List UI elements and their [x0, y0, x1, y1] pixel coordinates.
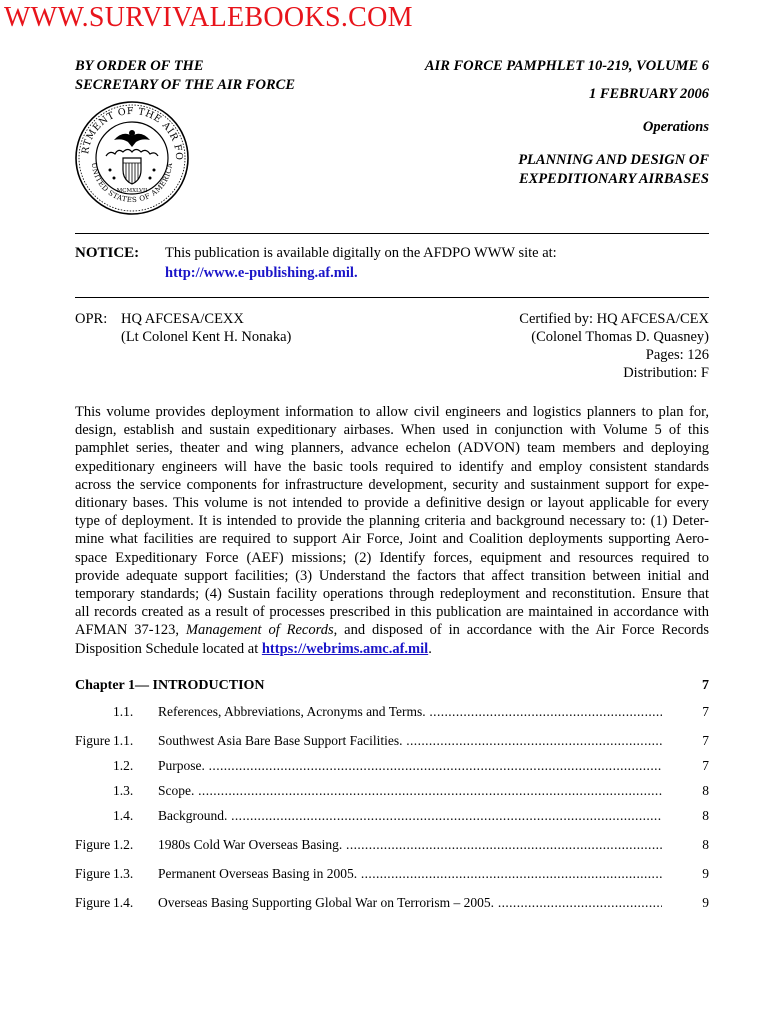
toc-entry-page: 7	[702, 758, 709, 773]
afman-suffix: , and disposed of in accordance with the Air Force Records	[333, 622, 709, 639]
toc-entry-number: 1.3.	[113, 783, 134, 798]
seal-graphic	[74, 100, 190, 216]
notice-label: NOTICE:	[75, 245, 140, 261]
toc-entry[interactable]	[75, 893, 709, 913]
toc-entry-page: 7	[702, 733, 709, 748]
distribution: Distribution: F	[623, 365, 709, 381]
summary-line: mine what facilities are required to support Air Force, Joint and Coalition deployments supporting Aero-	[75, 531, 709, 548]
publication-title	[329, 151, 709, 189]
afman-title: Management of Records	[185, 622, 334, 639]
toc-chapter-row[interactable]	[75, 676, 709, 696]
epublishing-link[interactable]: http://www.e-publishing.af.mil.	[165, 265, 358, 281]
toc-chapter-page: 7	[702, 678, 709, 693]
summary-paragraph	[75, 403, 709, 658]
toc-entry[interactable]	[75, 806, 709, 826]
toc-entry-number: 1.3.	[113, 866, 134, 881]
toc-entry-page: 8	[702, 783, 709, 798]
toc-entry[interactable]	[75, 731, 709, 751]
divider-notice-top	[75, 233, 709, 234]
toc-entry-title: Scope. .....	[158, 781, 662, 801]
afman-prefix: AFMAN 37-123,	[75, 622, 186, 639]
toc-entry-page: 8	[702, 808, 709, 823]
issuing-authority-line2: SECRETARY OF THE AIR FORCE	[75, 77, 295, 93]
toc-entry-prefix: Figure	[75, 866, 111, 881]
toc-entry-title: Permanent Overseas Basing in 2005. .....	[158, 864, 662, 884]
toc-entry-number: 1.2.	[113, 837, 134, 852]
toc-entry-prefix: Figure	[75, 733, 111, 748]
opr-person: (Lt Colonel Kent H. Nonaka)	[121, 329, 292, 345]
toc-entry[interactable]	[75, 864, 709, 884]
records-link[interactable]: https://webrims.amc.af.mil	[261, 640, 429, 657]
toc-chapter-title: Chapter 1— INTRODUCTION	[75, 678, 265, 693]
publication-date: 1 FEBRUARY 2006	[588, 86, 709, 102]
summary-line: expeditionary engineers will have the basic tools required to identify and employ consistent standards	[75, 458, 709, 475]
toc-entry-title: References, Abbreviations, Acronyms and Terms. .....	[158, 702, 662, 722]
toc-entry-title: Overseas Basing Supporting Global War on Terrorism – 2005. .....	[158, 893, 662, 913]
page-count: Pages: 126	[645, 347, 709, 363]
toc-entry-page: 7	[702, 704, 709, 719]
publication-title-line1: PLANNING AND DESIGN OF	[518, 152, 709, 168]
summary-line: temporary standards; (4) Sustain facility operations through redeployment and reconstitution. Ensure that	[75, 586, 709, 603]
toc-entry-number: 1.4.	[113, 808, 134, 823]
publication-title-line2: EXPEDITIONARY AIRBASES	[518, 171, 709, 187]
publication-category: Operations	[642, 119, 709, 135]
toc-entry[interactable]	[75, 702, 709, 722]
summary-line: pamphlet series, theater and wing planners, advance echelon (ADVON) team members and deploying	[75, 440, 709, 457]
summary-line: all records created as a result of processes prescribed in this publication are maintained in accordance with	[75, 604, 709, 621]
toc-entry-number: 1.1.	[113, 733, 134, 748]
toc-entry-page: 9	[702, 866, 709, 881]
issuing-authority	[75, 57, 295, 95]
summary-line: provide adequate support facilities; (3) Understand the factors that affect transition between initial and	[75, 567, 709, 584]
toc-entry-title: 1980s Cold War Overseas Basing. .....	[158, 835, 662, 855]
certifier: (Colonel Thomas D. Quasney)	[531, 329, 709, 345]
seal-top-text: RTMENT OF THE AIR FO	[80, 105, 185, 161]
seal-bottom-text: UNITED STATES OF AMERICA	[89, 162, 175, 205]
opr-office: HQ AFCESA/CEXX	[121, 311, 244, 327]
issuing-authority-line1: BY ORDER OF THE	[75, 58, 204, 74]
opr-label: OPR:	[75, 311, 108, 327]
toc-entry-number: 1.1.	[113, 704, 134, 719]
toc-entry[interactable]	[75, 835, 709, 855]
summary-line: across the service components for infrastructure development, security and sustainment support for expe-	[75, 476, 709, 493]
summary-line: This volume provides deployment information to allow civil engineers and logistics planners to plan for,	[75, 404, 709, 420]
records-prefix: Disposition Schedule located at	[75, 640, 262, 657]
publication-id: AIR FORCE PAMPHLET 10-219, VOLUME 6	[424, 58, 709, 74]
toc-entry-title: Purpose. .....	[158, 756, 662, 776]
toc-entry-number: 1.2.	[113, 758, 134, 773]
certified-by: Certified by: HQ AFCESA/CEX	[519, 311, 709, 327]
toc-entry-prefix: Figure	[75, 895, 111, 910]
toc-entry-page: 8	[702, 837, 709, 852]
summary-line: space Expeditionary Force (AEF) missions; (2) Identify forces, equipment and resources required to	[75, 549, 709, 566]
notice-text: This publication is available digitally on the AFDPO WWW site at:	[165, 245, 557, 261]
watermark-text: WWW.SURVIVALEBOOKS.COM	[4, 2, 413, 33]
seal-year: MCMXLVII	[116, 188, 148, 194]
records-suffix: .	[428, 640, 432, 657]
summary-line-last	[75, 640, 709, 658]
toc-entry-title: Background. .....	[158, 806, 662, 826]
toc-entry-title: Southwest Asia Bare Base Support Facilities. .....	[158, 731, 662, 751]
toc-entry[interactable]	[75, 756, 709, 776]
summary-line: ditionary bases. This volume is not intended to provide a definitive design or layout applicable for every	[75, 495, 709, 512]
summary-line: design, establish and sustain expeditionary airbases. When used in conjunction with Volume 5 of this	[75, 422, 709, 439]
summary-line-afman	[75, 621, 709, 639]
toc-entry-page: 9	[702, 895, 709, 910]
toc-entry-prefix: Figure	[75, 837, 111, 852]
air-force-seal	[74, 100, 190, 216]
toc-entry[interactable]	[75, 781, 709, 801]
summary-line: type of deployment. It is intended to provide the planning criteria and background necessary to: (1) Deter-	[75, 513, 709, 530]
divider-notice-bottom	[75, 297, 709, 298]
toc-entry-number: 1.4.	[113, 895, 134, 910]
